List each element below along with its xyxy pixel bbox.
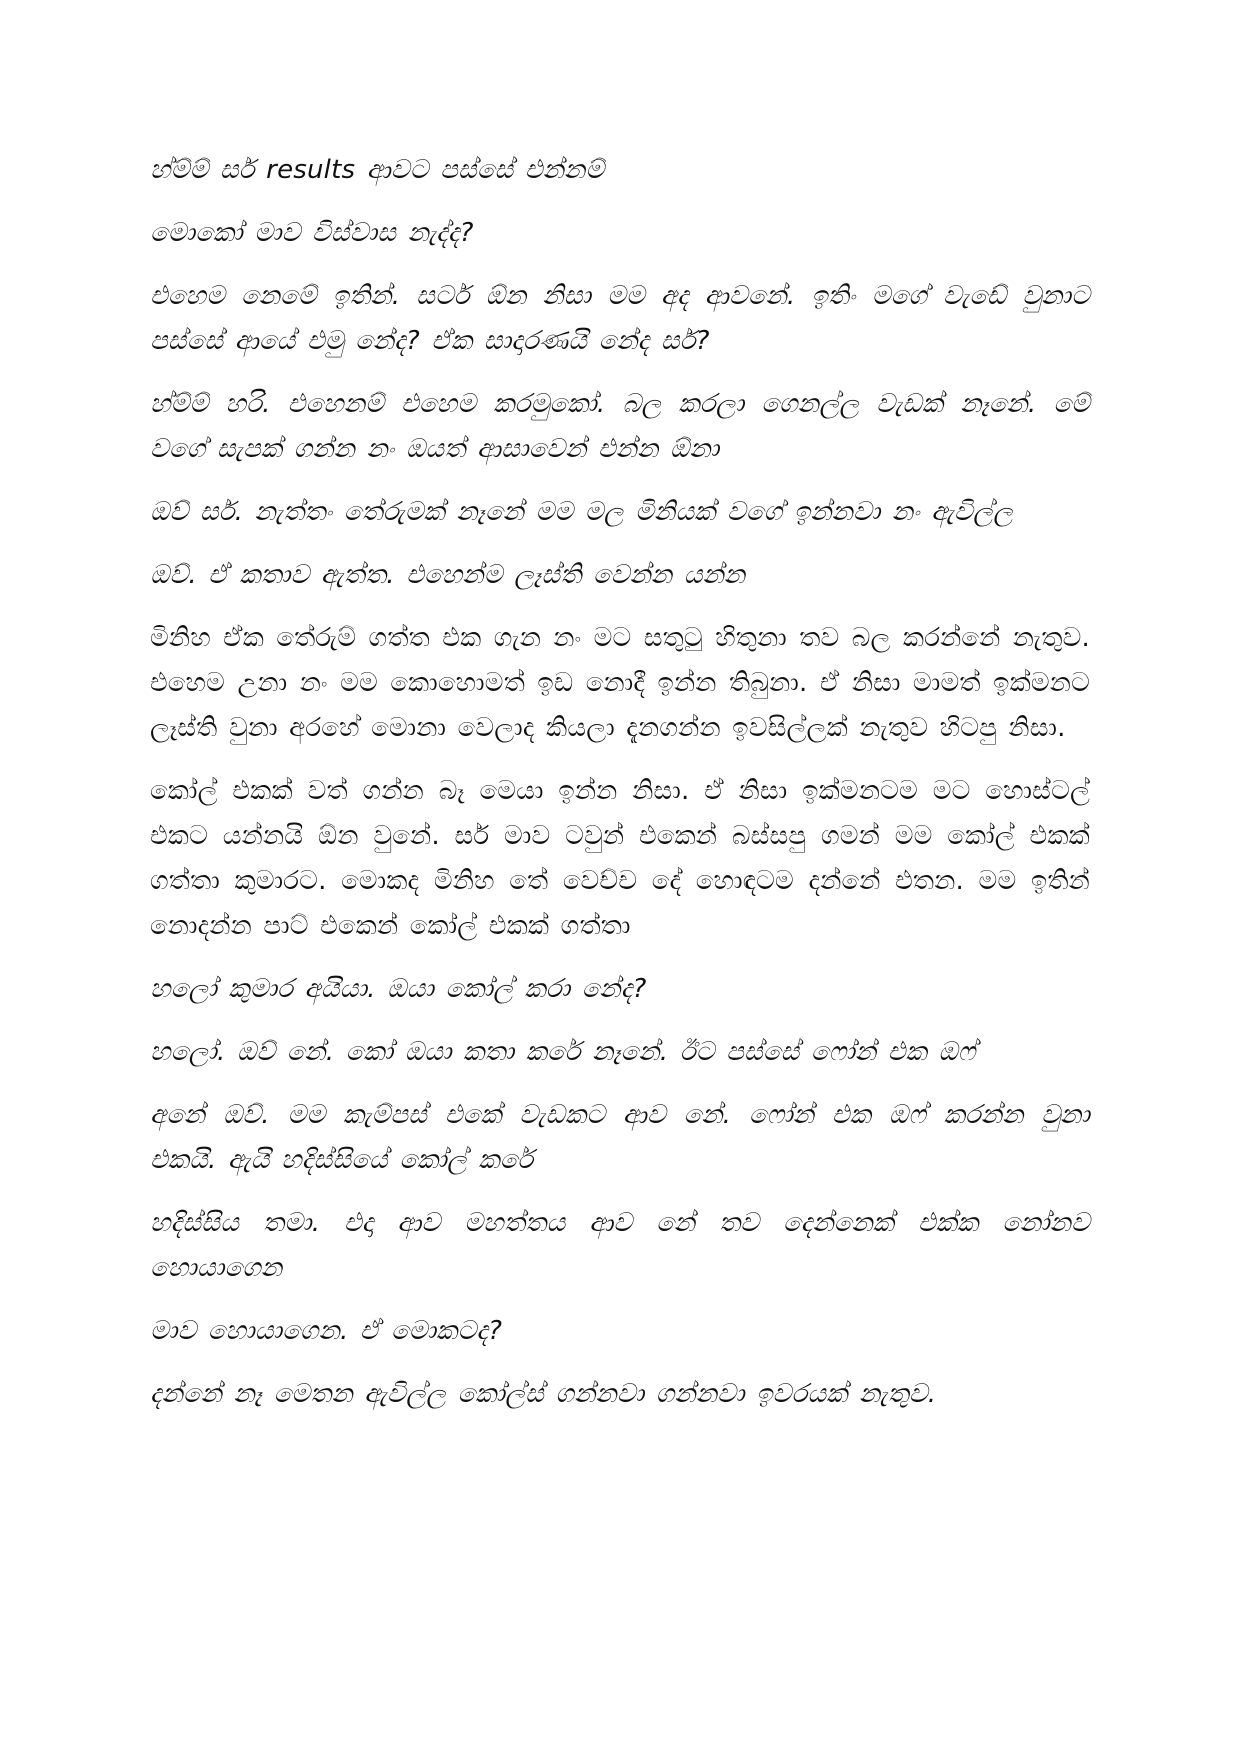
dialog-paragraph: හලෝ. ඔව් නේ. කෝ ඔයා කතා කරේ නෑනේ. ඊට පස්සේ ෆෝන් එක ඔෆ්	[150, 1037, 976, 1067]
dialog-paragraph: මාව හොයාගෙන. ඒ මොකටද?	[150, 1316, 503, 1346]
dialog-paragraph: හ්ම්ම් හරි. එහෙනම් එහෙම කරමුකෝ. බල කරලා ගෙනල්ල වැඩක් නෑනේ. මේ වගේ සැපක් ගන්න නං ඔයත් ආසාවෙන් එන්න ඕනා	[150, 389, 1090, 464]
dialog-paragraph: හ්ම්ම් සර් results ආවට පස්සේ එන්නම්	[150, 155, 605, 185]
dialog-paragraph: දන්නේ නෑ මෙතන ඇවිල්ල කෝල්ස් ගන්නවා ගන්නවා ඉවරයක් නැතුව.	[150, 1379, 937, 1409]
narration-paragraph: කෝල් එකක් වත් ගන්න බෑ මෙයා ඉන්න නිසා. ඒ නිසා ඉක්මනටම මට හොස්ටල් එකට යන්නයි ඕන වුනේ. සර් මාව ටවුන් එකෙන් බස්සපු ගමන් මම කෝල් එකක් ගත්තා කුමාරට. මොකද මිනිහ තේ වෙච්ච දේ හොඳටම දන්නේ එතන. මම ඉතින් නොදන්න පාට් එකෙන් කෝල් එකක් ගත්තා	[150, 776, 1090, 941]
narration-paragraph: මිනිහ ඒක තේරුම් ගත්ත එක ගැන නං මට සතුටු හිතුනා තව බල කරන්නේ නැතුව. එහෙම උනා නං මම කොහොමත් ඉඩ නොදී ඉන්න තිබුනා. ඒ නිසා මාමත් ඉක්මනට ලෑස්ති වුනා අරහේ මොනා වෙලාද කියලා දැනගන්න ඉවසිල්ලක් නැතුව හිටපු නිසා.	[150, 623, 1090, 743]
dialog-paragraph: හදිස්සිය තමා. එදා ආව මහත්තය ආව නේ තව දෙන්නෙක් එක්ක නෝනව හොයාගෙන	[150, 1208, 1090, 1283]
dialog-paragraph: එහෙම නෙමේ ඉතින්. සර්ට ඕන නිසා මම අද ආවනේ. ඉතිං මගේ වැඩේ වුනාට පස්සේ ආයේ එමු නේද? ඒක සාදාරණයි නේද සර්?	[150, 281, 1090, 356]
document-body	[150, 148, 1090, 1435]
dialog-paragraph: අනේ ඔව්. මම කැම්පස් එකේ වැඩකට ආව නේ. ෆෝන් එක ඔෆ් කරන්න වුනා එකයි. ඇයි හදිස්සියේ කෝල් කරේ	[150, 1100, 1090, 1175]
dialog-paragraph: මොකෝ මාව විස්වාස නැද්ද?	[150, 218, 474, 248]
dialog-paragraph: ඔව්. ඒ කතාව ඇත්ත. එහෙන්ම ලෑස්ති වෙන්න යන්න	[150, 560, 746, 590]
dialog-paragraph: හලෝ කුමාර අයියා. ඔයා කෝල් කරා නේද?	[150, 974, 647, 1004]
dialog-paragraph: ඔව් සර්. නැත්තං තේරුමක් නෑනේ මම මල මිනියක් වගේ ඉන්නවා නං ඇවිල්ල	[150, 497, 1013, 527]
